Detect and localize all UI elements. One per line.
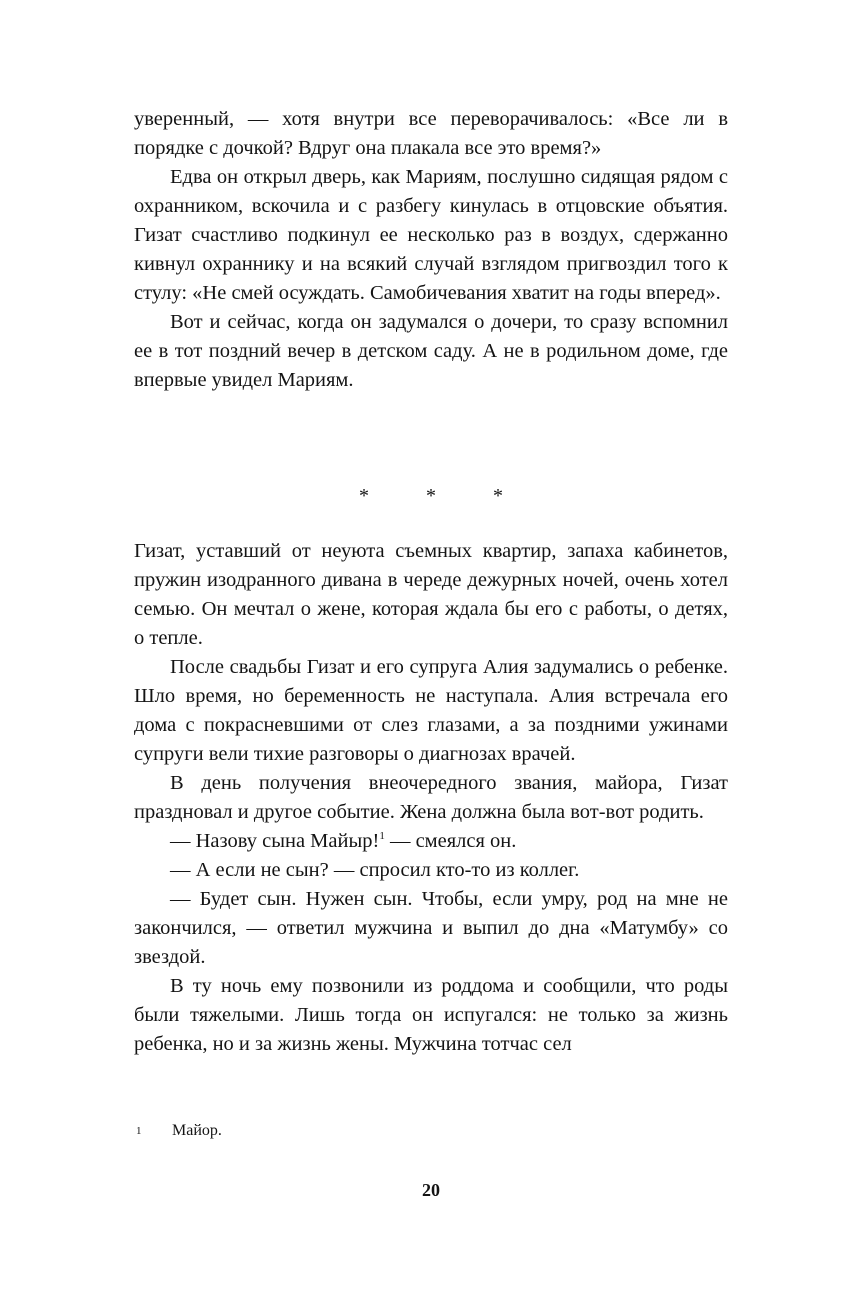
- paragraph: В день получения внеочередного звания, майора, Гизат праздновал и другое событие. Жена должна была вот-вот родить.: [134, 772, 728, 823]
- paragraph: Вот и сейчас, когда он задумался о дочери, то сразу вспомнил ее в тот поздний вечер в детском саду. А не в родильном доме, где впервые увидел Мариям.: [134, 311, 728, 391]
- paragraph: После свадьбы Гизат и его супруга Алия задумались о ребенке. Шло время, но беременность не наступала. Алия встречала его дома с покрасневшими от слез глазами, а за поздними ужинами супруги вели тихие разговоры о диагнозах врачей.: [134, 656, 728, 765]
- dialog-line: — Будет сын. Нужен сын. Чтобы, если умру, род на мне не закончился, — ответил мужчина и выпил до дна «Матумбу» со звездой.: [134, 888, 728, 968]
- footnote: [136, 1121, 222, 1141]
- paragraph: уверенный, — хотя внутри все переворачивалось: «Все ли в порядке с дочкой? Вдруг она плакала все это время?»: [134, 108, 728, 159]
- section-separator: * * *: [359, 485, 529, 507]
- section-two: [134, 537, 728, 1059]
- dialog-text: — смеялся он.: [384, 830, 517, 852]
- footnote-number: 1: [136, 1125, 142, 1137]
- dialog-text: — Назову сына Майыр!: [170, 830, 380, 852]
- page-body: [134, 105, 728, 1055]
- page-number: 20: [422, 1180, 440, 1200]
- paragraph: В ту ночь ему позвонили из роддома и сообщили, что роды были тяжелыми. Лишь тогда он испугался: не только за жизнь ребенка, но и за жизнь жены. Мужчина тотчас сел: [134, 975, 728, 1055]
- footnote-reference[interactable]: 1: [379, 830, 385, 843]
- paragraph: Едва он открыл дверь, как Мариям, послушно сидящая рядом с охранником, вскочила и с разбегу кинулась в отцовские объятия. Гизат счастливо подкинул ее несколько раз в воздух, сдержанно кивнул охраннику и на всякий случай взглядом пригвоздил того к стулу: «Не смей осуждать. Самобичевания хватит на годы вперед».: [134, 166, 728, 304]
- dialog-line: — А если не сын? — спросил кто-то из коллег.: [170, 859, 580, 881]
- dialog-line: [134, 827, 728, 856]
- footnote-text: Майор.: [172, 1122, 222, 1139]
- paragraph: Гизат, уставший от неуюта съемных квартир, запаха кабинетов, пружин изодранного дивана в череде дежурных ночей, очень хотел семью. Он мечтал о жене, которая ждала бы его с работы, о детях, о тепле.: [134, 540, 728, 649]
